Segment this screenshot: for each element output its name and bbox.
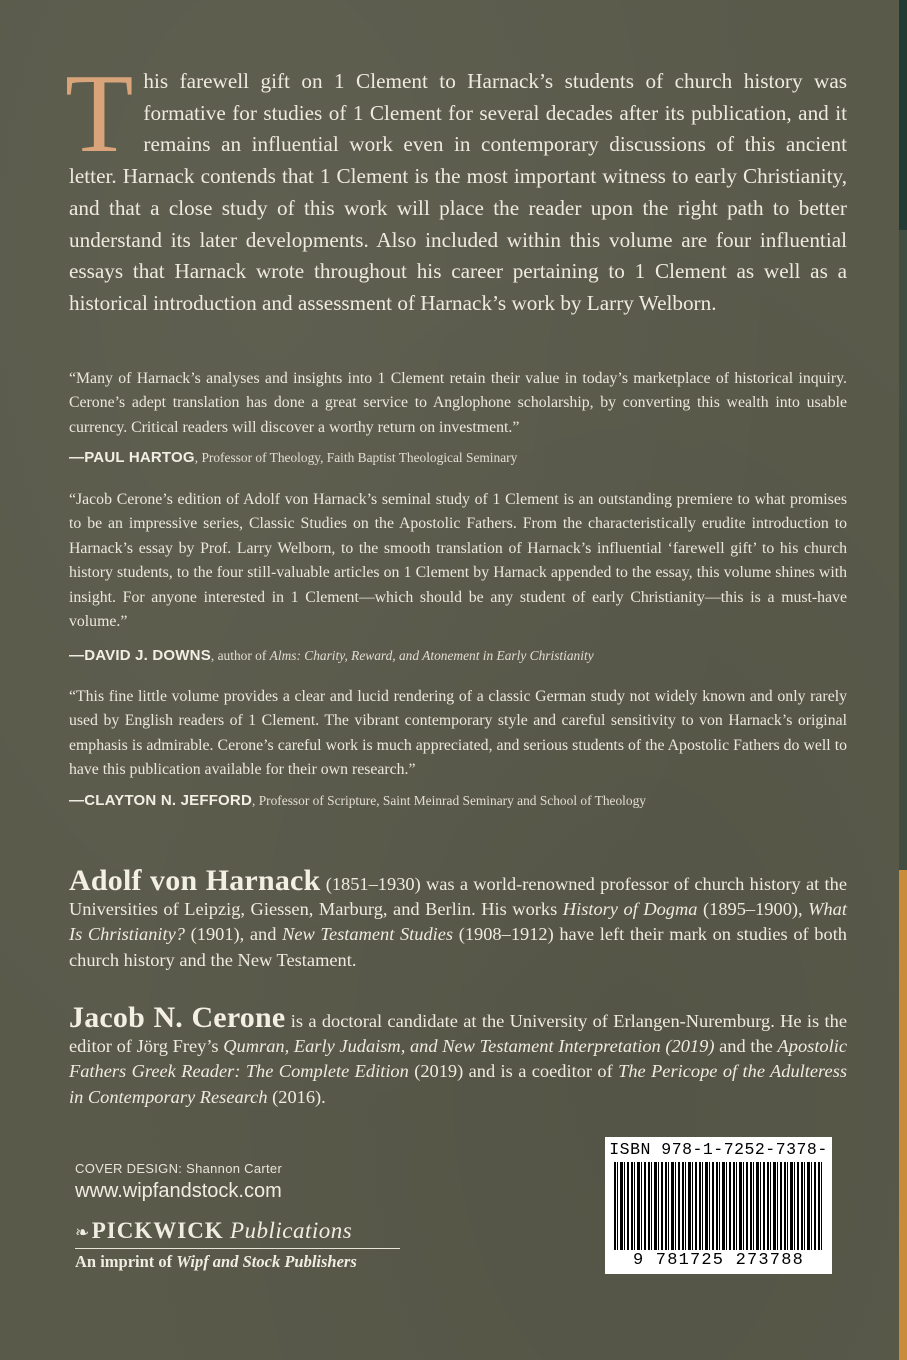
isbn-barcode — [605, 1137, 832, 1274]
endorser-name: —PAUL HARTOG — [69, 449, 195, 466]
book-title: New Testament Studies — [282, 924, 454, 945]
book-title: The Pericope of the Adulteress in Contemporary Research — [69, 1061, 848, 1107]
author-bio-cerone: Jacob N. Cerone is a doctoral candidate at the University of Erlangen-Nuremburg. He is the editor of Jörg Frey’s Qumran, Early Judaism, and New Testament Interpretation (2019) and the Apostolic Fathers Greek Reader: The Complete Edition (2019) and is a coeditor of The Pericope of the Adulteress in Contemporary Research (2016). — [69, 1001, 848, 1107]
endorsement-attribution-2 — [69, 647, 869, 664]
spine-edge-top — [899, 0, 907, 230]
publisher-website: www.wipfandstock.com — [75, 1180, 282, 1202]
author-name: Jacob N. Cerone — [69, 1001, 286, 1034]
barcode-bars — [614, 1162, 823, 1250]
endorser-affiliation: , Professor of Theology, Faith Baptist Theological Seminary — [194, 450, 518, 465]
endorsement-attribution-1 — [69, 449, 869, 466]
isbn-label: ISBN 978-1-7252-7378- — [609, 1140, 828, 1159]
publisher-name: PICKWICK — [91, 1218, 224, 1243]
author-bio-harnack: Adolf von Harnack (1851–1930) was a world-renowned professor of church history at the Universities of Leipzig, Giessen, Marburg, and Berlin. His works History of Dogma (1895–1900), What Is Christianity? (1901), and New Testament Studies (1908–1912) have left their mark on studies of both church history and the New Testament. — [69, 864, 847, 970]
publisher-suffix: Publications — [223, 1218, 353, 1243]
drop-cap: T — [65, 52, 134, 176]
book-title: Qumran, Early Judaism, and New Testament Interpretation (2019) — [223, 1036, 715, 1057]
book-title: What Is Christianity? — [69, 899, 847, 945]
book-title: History of Dogma — [562, 899, 698, 920]
endorsement-attribution-3 — [69, 792, 869, 809]
publisher-logo — [75, 1218, 400, 1249]
endorser-name: —DAVID J. DOWNS — [69, 647, 211, 664]
spine-edge-middle — [899, 230, 907, 870]
bird-icon: ❧ — [75, 1223, 90, 1242]
endorser-affiliation-prefix: , author of — [210, 648, 270, 663]
endorsement-quote-1: “Many of Harnack’s analyses and insights into 1 Clement retain their value in today’s marketplace of historical inquiry. Cerone’s adept translation has done a great service to Anglophone scholarship, by converting this wealth into usable currency. Critical readers will discover a worthy return on investment.” — [69, 370, 847, 436]
endorser-affiliation: , Professor of Scripture, Saint Meinrad Seminary and School of Theology — [252, 793, 646, 808]
imprint-publisher: Wipf and Stock Publishers — [176, 1252, 357, 1271]
book-description-text: his farewell gift on 1 Clement to Harnack’s students of church history was formative for studies of 1 Clement for several decades after its publication, and it remains an influential work even in contemporary discussions of this ancient letter. Harnack contends that 1 Clement is the most important witness to early Christianity, and that a close study of this work will place the reader upon the right path to better understand its later developments. Also included within this volume are four influential essays that Harnack wrote throughout his career pertaining to 1 Clement as well as a historical introduction and assessment of Harnack’s work by Larry Welborn. — [69, 69, 847, 315]
book-description — [65, 52, 847, 320]
spine-edge-bottom — [899, 870, 907, 1360]
book-title: Apostolic Fathers Greek Reader: The Complete Edition — [69, 1036, 847, 1082]
endorser-name: —CLAYTON N. JEFFORD — [69, 792, 252, 809]
imprint-line: An imprint of Wipf and Stock Publishers — [75, 1252, 357, 1271]
author-name: Adolf von Harnack — [69, 864, 321, 897]
barcode-number: 9 781725 273788 — [632, 1251, 805, 1270]
endorsement-quote-2: “Jacob Cerone’s edition of Adolf von Harnack’s seminal study of 1 Clement is an outstanding premiere to what promises to be an impressive series, Classic Studies on the Apostolic Fathers. From the characteristically erudite introduction to Harnack’s essay by Prof. Larry Welborn, to the smooth translation of Harnack’s influential ‘farewell gift’ to his church history students, to the four still-valuable articles on 1 Clement by Harnack appended to the essay, this volume shines with insight. For anyone interested in 1 Clement—which should be any student of early Christianity—this is a must-have volume.” — [69, 491, 847, 631]
endorser-book-title: Alms: Charity, Reward, and Atonement in Early Christianity — [269, 648, 594, 663]
cover-design-credit: COVER DESIGN: Shannon Carter — [75, 1161, 283, 1176]
endorsement-quote-3: “This fine little volume provides a clear and lucid rendering of a classic German study not widely known and only rarely used by English readers of 1 Clement. The vibrant contemporary style and careful sensitivity to von Harnack’s original emphasis is admirable. Cerone’s careful work is much appreciated, and serious students of the Apostolic Fathers do well to have this publication available for their own research.” — [69, 688, 847, 779]
